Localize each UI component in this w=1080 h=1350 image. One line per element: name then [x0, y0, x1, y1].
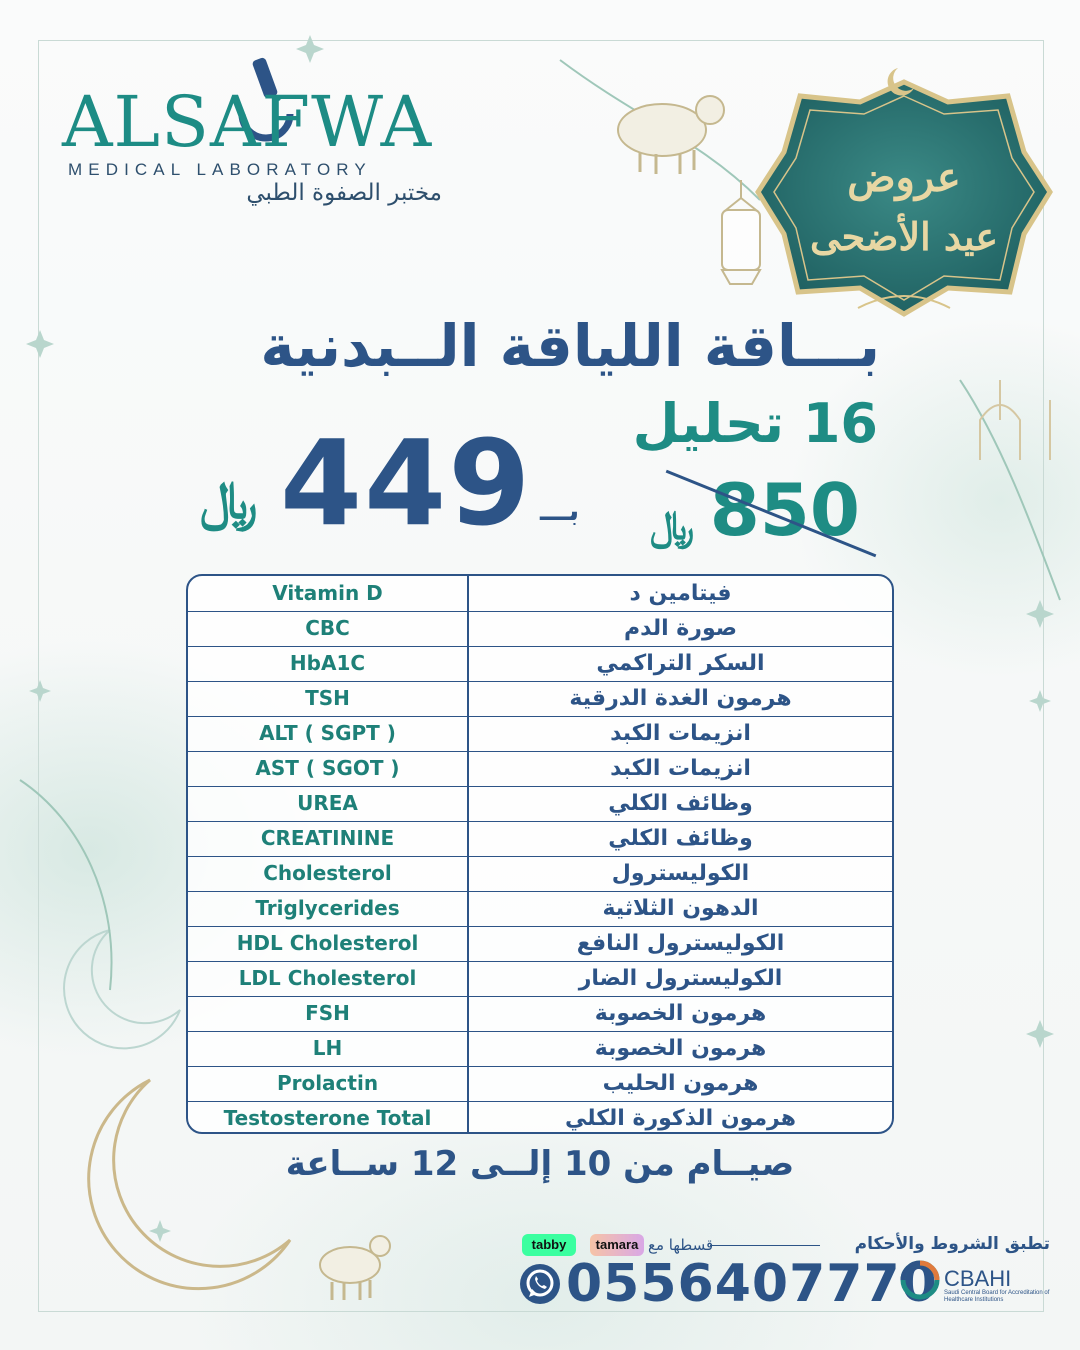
- brand-logo: [62, 62, 442, 212]
- test-name-arabic: هرمون الغدة الدرقية: [569, 686, 792, 711]
- test-count: 16 تحليل: [632, 392, 878, 455]
- test-name-english: UREA: [297, 791, 358, 815]
- installments-line: [710, 1245, 820, 1246]
- table-row: [188, 646, 892, 682]
- table-row: [188, 611, 892, 647]
- test-name-arabic: هرمون الخصوبة: [594, 1001, 767, 1026]
- test-name-arabic: السكر التراكمي: [596, 651, 765, 676]
- eid-offer-badge: [748, 62, 1060, 328]
- table-row: [188, 961, 892, 997]
- old-price-currency: ﷼: [650, 502, 695, 549]
- test-name-arabic: فيتامين د: [629, 581, 732, 606]
- test-name-arabic: صورة الدم: [624, 616, 737, 641]
- new-price-currency: ﷼: [200, 470, 258, 531]
- test-name-english: Cholesterol: [263, 861, 392, 885]
- test-name-english: HDL Cholesterol: [236, 931, 419, 955]
- table-row: [188, 1066, 892, 1102]
- test-name-arabic: هرمون الذكورة الكلي: [564, 1106, 797, 1131]
- terms-note: تطبق الشروط والأحكام: [854, 1234, 1050, 1254]
- test-name-arabic: وظائف الكلي: [608, 791, 753, 816]
- package-title: بـــاقة اللياقة الــبدنية: [260, 312, 880, 380]
- old-price-value: 850: [709, 468, 860, 552]
- table-row: [188, 996, 892, 1032]
- badge-line-2: عيد الأضحى: [809, 214, 998, 259]
- table-row: [188, 1031, 892, 1067]
- table-row: [188, 891, 892, 927]
- test-name-arabic: الكوليسترول: [611, 861, 750, 886]
- installments-label: قسطها مع: [648, 1236, 714, 1254]
- test-name-arabic: الكوليسترول النافع: [576, 931, 785, 956]
- test-name-english: AST ( SGOT ): [255, 756, 400, 780]
- tests-table: [186, 574, 894, 1134]
- table-row: [188, 681, 892, 717]
- table-row: [188, 856, 892, 892]
- phone-number[interactable]: 0556407770: [566, 1254, 938, 1314]
- test-name-english: LH: [312, 1036, 343, 1060]
- tamara-badge[interactable]: tamara: [590, 1234, 644, 1256]
- test-name-english: FSH: [305, 1001, 350, 1025]
- whatsapp-icon[interactable]: [518, 1262, 562, 1306]
- test-name-arabic: هرمون الحليب: [602, 1071, 759, 1096]
- new-price-value: 449: [280, 414, 533, 552]
- test-name-english: ALT ( SGPT ): [259, 721, 396, 745]
- test-name-english: CREATININE: [260, 826, 395, 850]
- test-name-arabic: انزيمات الكبد: [610, 756, 751, 781]
- test-name-english: Prolactin: [276, 1071, 379, 1095]
- test-name-english: CBC: [305, 616, 350, 640]
- tabby-badge[interactable]: tabby: [522, 1234, 576, 1256]
- test-name-arabic: هرمون الخصوبة: [594, 1036, 767, 1061]
- goat-icon: [300, 1210, 400, 1310]
- test-name-english: Testosterone Total: [223, 1106, 432, 1130]
- table-row: [188, 786, 892, 822]
- cbahi-label: CBAHI: [944, 1266, 1012, 1291]
- table-row: [188, 576, 892, 612]
- test-name-english: Vitamin D: [272, 581, 383, 605]
- table-row: [188, 716, 892, 752]
- logo-wordmark: ALSAFWA: [62, 81, 433, 163]
- badge-line-1: عروض: [847, 154, 961, 201]
- table-row: [188, 926, 892, 962]
- table-row: [188, 751, 892, 787]
- test-name-english: HbA1C: [289, 651, 366, 675]
- test-name-arabic: الدهون الثلاثية: [602, 896, 759, 921]
- fasting-note: صيــام من 10 إلــى 12 ســاعة: [285, 1144, 795, 1184]
- sheep-icon: [600, 70, 740, 180]
- test-name-english: TSH: [305, 686, 350, 710]
- logo-arabic-name: مختبر الصفوة الطبي: [246, 180, 442, 206]
- test-name-arabic: وظائف الكلي: [608, 826, 753, 851]
- cbahi-logo-icon: [900, 1260, 940, 1300]
- table-row: [188, 821, 892, 857]
- test-name-english: LDL Cholesterol: [238, 966, 417, 990]
- test-name-arabic: انزيمات الكبد: [610, 721, 751, 746]
- cbahi-description: Saudi Central Board for Accreditation of Healthcare Institutions: [944, 1290, 1050, 1303]
- price-connector: بـــ: [540, 494, 580, 527]
- test-name-english: Triglycerides: [255, 896, 400, 920]
- logo-subtitle: MEDICAL LABORATORY: [68, 160, 372, 179]
- table-row: [188, 1101, 892, 1134]
- test-name-arabic: الكوليسترول الضار: [578, 966, 783, 991]
